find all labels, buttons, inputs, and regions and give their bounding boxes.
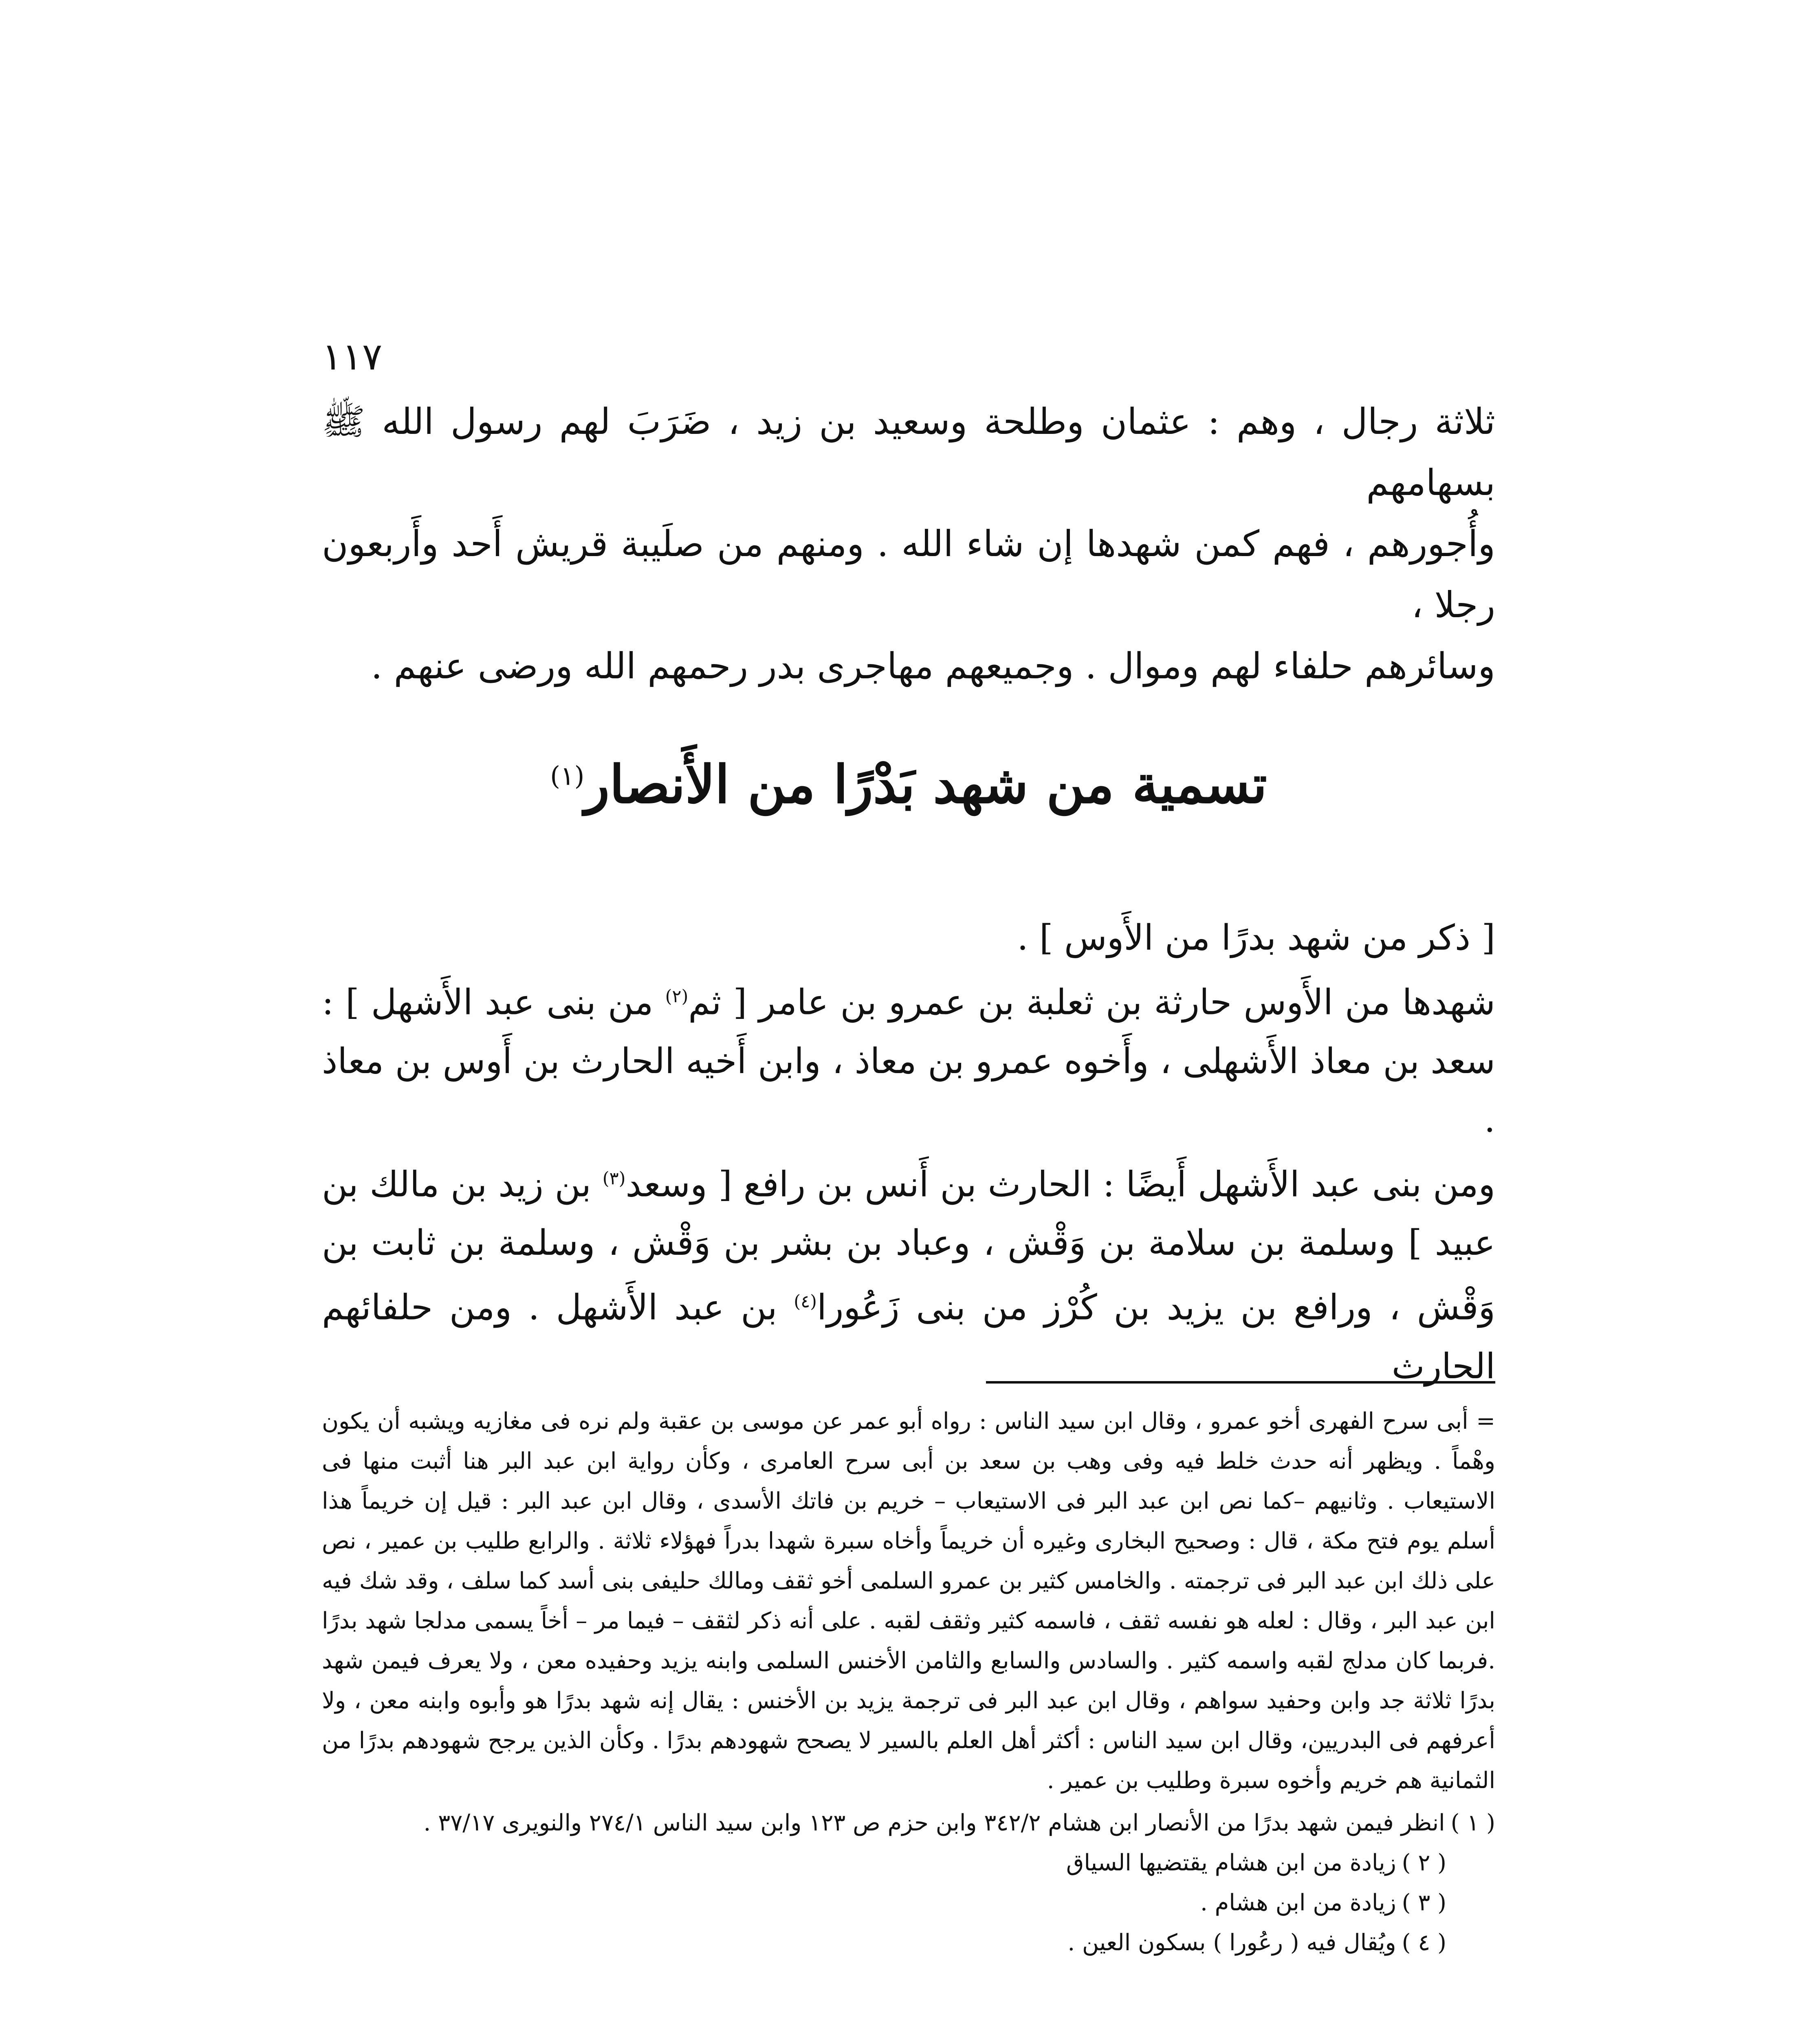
section-title <box>322 754 1495 816</box>
main-text <box>322 909 1495 1396</box>
footnote-text: زيادة من ابن هشام . <box>1200 1890 1396 1916</box>
footnote-number: ( ٤ ) <box>1402 1929 1446 1956</box>
footnote-divider <box>986 1381 1495 1384</box>
footnote-number: ( ٢ ) <box>1402 1850 1446 1876</box>
footnote <box>322 1923 1495 1963</box>
footnote-text: انظر فيمن شهد بدرًا من الأنصار ابن هشام ٣٤٢/٢ وابن حزم ص ١٢٣ وابن سيد الناس ٢٧٤/١ والنويرى ٣٧/١٧ . <box>423 1810 1445 1836</box>
footnote-ref: (٢) <box>665 986 689 1007</box>
paragraph-text: ومن بنى عبد الأَشهل أَيضًا : الحارث بن أَنس بن رافع [ وسعد <box>625 1164 1496 1205</box>
intro-line: ثلاثة رجال ، وهم : عثمان وطلحة وسعيد بن زيد ، ضَرَبَ لهم رسول الله ﷺ بسهامهم <box>322 400 1495 504</box>
intro-line: وأُجورهم ، فهم كمن شهدها إن شاء الله . ومنهم من صلَيبة قريش أَحد وأَربعون رجلا ، <box>322 523 1495 626</box>
intro-line: وسائرهم حلفاء لهم وموال . وجميعهم مهاجرى بدر رحمهم الله ورضى عنهم . <box>371 645 1495 687</box>
footnote-text: ويُقال فيه ( رعُورا ) بسكون العين . <box>1067 1929 1396 1956</box>
footnote <box>322 1803 1495 1843</box>
footnote-continuation: = أبى سرح الفهرى أخو عمرو ، وقال ابن سيد الناس : رواه أبو عمر عن موسى بن عقبة ولم نره فى مغازيه ويشبه أن يكون وهْماً . ويظهر أنه حدث خلط فيه وفى وهب بن سعد بن أبى سرح العامرى ، وكأن رواية ابن عبد البر هنا أثبت منها فى الاستيعاب . وثانيهم –كما نص ابن عبد البر فى الاستيعاب – خريم بن فاتك الأسدى ، وقال ابن عبد البر : قيل إن خريماً هذا أسلم يوم فتح مكة ، قال : وصحيح البخارى وغيره أن خريماً وأخاه سبرة شهدا بدراً فهؤلاء ثلاثة . والرابع طليب بن عمير ، نص على ذلك ابن عبد البر فى ترجمته . والخامس كثير بن عمرو السلمى أخو ثقف ومالك حليفى بنى أسد كما سلف ، وقد شك فيه ابن عبد البر ، وقال : لعله هو نفسه ثقف ، فاسمه كثير وثقف لقبه . على أنه ذكر لثقف – فيما مر – أخاً يسمى مدلجا شهد بدرًا .فربما كان مدلج لقبه واسمه كثير . والسادس والسابع والثامن الأخنس السلمى وابنه يزيد وحفيده معن ، ولا يعرف فيمن شهد بدرًا ثلاثة جد وابن وحفيد سواهم ، وقال ابن عبد البر فى ترجمة يزيد بن الأخنس : يقال إنه شهد بدرًا هو وأبوه وابنه معن ، ولا أعرفهم فى البدريين، وقال ابن سيد الناس : أكثر أهل العلم بالسير لا يصحح شهودهم بدرًا . وكأن الذين يرجح شهودهم بدرًا من الثمانية هم خريم وأخوه سبرة وطليب بن عمير . <box>322 1408 1495 1794</box>
footnote-ref: (٤) <box>794 1291 817 1312</box>
paragraph-text: بن زيد بن مالك بن عبيد ] وسلمة بن سلامة بن وَقْش ، وعباد بن بشر بن وَقْش ، وسلمة بن ثابت بن وَقْش ، ورافع بن يزيد بن كُرْز من بنى زَعُورا <box>322 1164 1496 1328</box>
paragraph-text: بن عبد الأَشهل . ومن حلفائهم الحارث <box>322 1287 1495 1387</box>
paragraph <box>322 1149 1495 1396</box>
footnotes <box>322 1401 1495 1963</box>
section-title-text: تسمية من شهد بَدْرًا من الأَنصار <box>584 754 1267 815</box>
footnote <box>322 1843 1495 1883</box>
intro-paragraph <box>322 391 1495 697</box>
footnote-number: ( ١ ) <box>1450 1810 1495 1836</box>
paragraph-text: شهدها من الأَوس حارثة بن ثعلبة بن عمرو بن عامر [ ثم <box>688 982 1495 1023</box>
footnote <box>322 1883 1495 1923</box>
footnote-ref: (١) <box>550 761 585 792</box>
paragraph-text: من بنى عبد الأَشهل ] : سعد بن معاذ الأَشهلى ، وأَخوه عمرو بن معاذ ، وابن أَخيه الحارث بن أَوس بن معاذ . <box>322 982 1495 1140</box>
footnote-number: ( ٣ ) <box>1402 1890 1446 1916</box>
subheading: [ ذكر من شهد بدرًا من الأَوس ] . <box>1017 917 1495 958</box>
footnote-ref: (٣) <box>602 1168 626 1189</box>
footnote-text: زيادة من ابن هشام يقتضيها السياق <box>1066 1850 1396 1876</box>
paragraph <box>322 967 1495 1149</box>
page-number: ١١٧ <box>322 335 383 378</box>
